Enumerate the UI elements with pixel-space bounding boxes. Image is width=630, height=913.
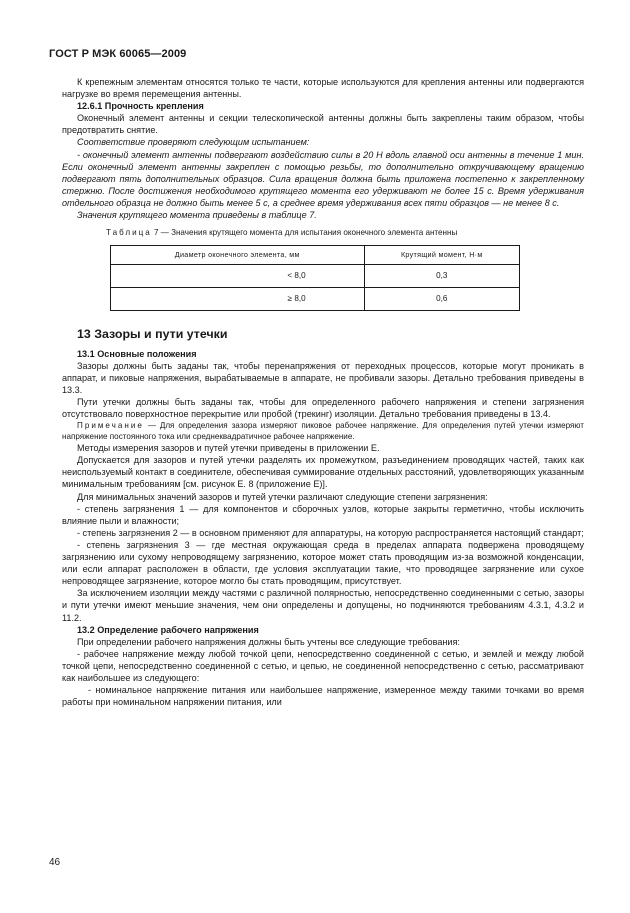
document-body xyxy=(62,76,584,708)
paragraph: Оконечный элемент антенны и секции телескопической антенны должны быть закреплены таким образом, чтобы предотвратить снятие. xyxy=(62,113,584,136)
subsection-heading-13-1: 13.1 Основные положения xyxy=(77,348,197,359)
table-caption xyxy=(106,228,584,239)
paragraph: К крепежным элементам относятся только те части, которые используются для крепления антенны или подвергаются нагрузке во время перемещения антенны. xyxy=(62,77,584,100)
list-item: - степень загрязнения 2 — в основном применяют для аппаратуры, на которую распространяется настоящий стандарт; xyxy=(77,527,584,538)
list-item: - степень загрязнения 1 — для компонентов и сборочных узлов, которые закрыты герметично, чтобы исключить влияние пыли и влажности; xyxy=(62,503,584,526)
table-row xyxy=(111,287,520,310)
table-cell: < 8,0 xyxy=(111,264,365,287)
page-number: 46 xyxy=(49,857,61,868)
subsection-heading-12-6-1: 12.6.1 Прочность крепления xyxy=(77,101,204,112)
document-header: ГОСТ Р МЭК 60065—2009 xyxy=(49,48,187,60)
table-cell: 0,6 xyxy=(364,287,519,310)
table-cell: 0,3 xyxy=(364,264,519,287)
paragraph-test: - оконечный элемент антенны подвергают воздействию силы в 20 Н вдоль главной оси антенны в течение 1 мин. Если оконечный элемент антенны закреплен с помощью резьбы, то дополнительно откручивающему вращению подвергают пять дополнительных образцов. Сила вращения должна быть приложена постепенно к закрепленному стержню. После достижения необходимого крутящего момента его удерживают не более 15 с. Время удерживания отдельного образца не должно быть менее 5 с, а среднее время удерживания всех пяти образцов — не менее 8 с. xyxy=(62,149,584,208)
subsection-heading-13-2: 13.2 Определение рабочего напряжения xyxy=(77,624,259,635)
table-caption-text: 7 — Значения крутящего момента для испытания оконечного элемента антенны xyxy=(153,228,458,238)
table-caption-label: Таблица xyxy=(106,228,152,238)
table-row xyxy=(111,264,520,287)
list-item: - рабочее напряжение между любой точкой цепи, непосредственно соединенной с сетью, и землей и между любой точкой цепи, непосредственно соединенной с сетью, и цепью, не соединенной непосредственно с сетью, рассматривают как наибольшее из следующего: xyxy=(62,648,584,683)
note-text: — Для определения зазора измеряют пиковое рабочее напряжение. Для определения путей утечки измеряют напряжение постоянного тока или среднеквадратичное рабочее напряжение. xyxy=(62,421,584,442)
list-item-nested: - номинальное напряжение питания или наибольшее напряжение, измеренное между такими точками во время работы при номинальном напряжении питания, или xyxy=(62,685,584,708)
paragraph-table-ref: Значения крутящего момента приведены в таблице 7. xyxy=(77,210,317,221)
paragraph-compliance: Соответствие проверяют следующим испытанием: xyxy=(77,137,310,148)
table-header-row xyxy=(111,245,520,264)
note-label: Примечание xyxy=(77,421,144,431)
paragraph: Зазоры должны быть заданы так, чтобы перенапряжения от переходных процессов, которые могут проникать в аппарат, и пиковые напряжения, вырабатываемые в аппарате, не пробивали зазоры. Детально требования приведены в 13.3. xyxy=(62,360,584,395)
section-heading-13: 13 Зазоры и пути утечки xyxy=(77,326,228,341)
table-header-torque: Крутящий момент, Н·м xyxy=(364,245,519,264)
list-item: - степень загрязнения 3 — где местная окружающая среда в пределах аппарата подвержена проводящему загрязнению или сухому непроводящему загрязнению, которое может стать проводящим из-за возможной конденсации, или если аппарат расположен в области, где условия эксплуатации такие, что проводящее загрязнение или сухое непроводящее загрязнение, которое могло бы стать проводящим, присутствует. xyxy=(62,539,584,587)
note xyxy=(62,420,584,442)
torque-table xyxy=(110,245,520,311)
table-header-diameter: Диаметр оконечного элемента, мм xyxy=(111,245,365,264)
paragraph: Методы измерения зазоров и путей утечки приведены в приложении Е. xyxy=(77,443,380,454)
paragraph: Допускается для зазоров и путей утечки разделять их промежутком, разъединением проводящих частей, таких как неиспользуемый контакт в соединителе, обеспечивая суммирование отдельных расстояний, удовлетворяющих указанным минимальным требованиям [см. рисунок Е. 8 (приложение Е)]. xyxy=(62,455,584,490)
paragraph: Пути утечки должны быть заданы так, чтобы для определенного рабочего напряжения и степени загрязнения отсутствовало поверхностное перекрытие или пробой (трекинг) изоляции. Детально требования приведены в 13.4. xyxy=(62,397,584,420)
paragraph: Для минимальных значений зазоров и путей утечки различают следующие степени загрязнения: xyxy=(77,491,488,502)
table-cell: ≥ 8,0 xyxy=(111,287,365,310)
paragraph: При определении рабочего напряжения должны быть учтены все следующие требования: xyxy=(77,636,460,647)
paragraph: За исключением изоляции между частями с различной полярностью, непосредственно соединенными с сетью, зазоры и пути утечки имеют меньшие значения, чем они определены и допущены, но подчиняются требованиям 4.3.1, 4.3.2 и 11.2. xyxy=(62,588,584,623)
